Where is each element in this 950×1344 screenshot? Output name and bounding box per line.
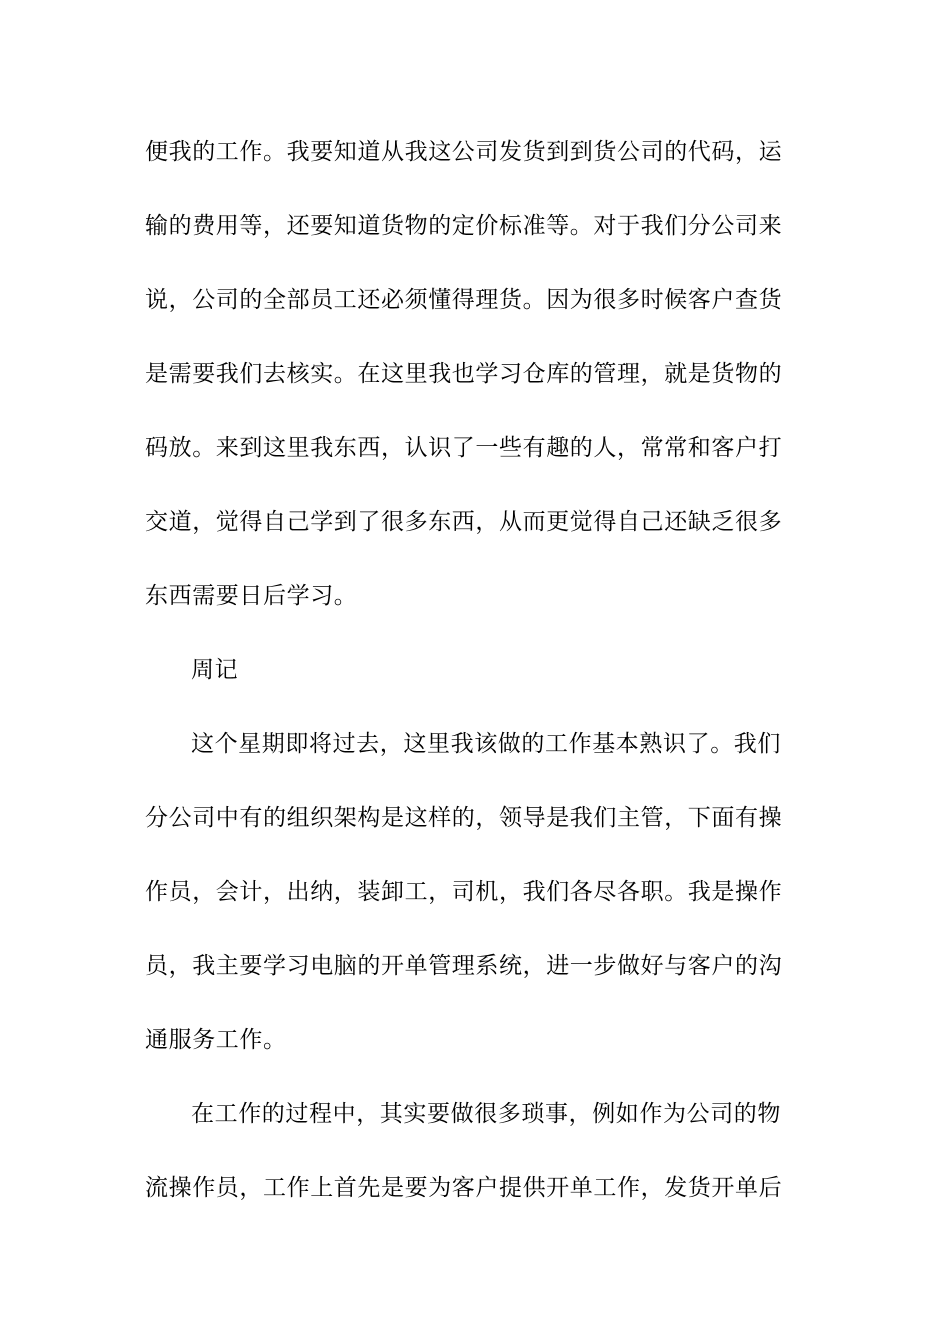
text-line: 东西需要日后学习。: [145, 583, 358, 609]
text-line: 说，公司的全部员工还必须懂得理货。因为很多时候客户查货: [145, 287, 783, 313]
section-heading: 周记: [191, 657, 239, 683]
text-line: 员，我主要学习电脑的开单管理系统，进一步做好与客户的沟: [145, 953, 783, 979]
text-line: 这个星期即将过去，这里我该做的工作基本熟识了。我们: [191, 731, 781, 757]
text-line: 作员，会计，出纳，装卸工，司机，我们各尽各职。我是操作: [145, 879, 783, 905]
text-line: 在工作的过程中，其实要做很多琐事，例如作为公司的物: [191, 1101, 781, 1127]
text-line: 交道，觉得自己学到了很多东西，从而更觉得自己还缺乏很多: [145, 509, 783, 535]
text-line: 流操作员，工作上首先是要为客户提供开单工作，发货开单后: [145, 1175, 783, 1201]
body-text: [145, 128, 805, 1238]
text-line: 通服务工作。: [145, 1027, 287, 1053]
text-line: 分公司中有的组织架构是这样的，领导是我们主管，下面有操: [145, 805, 783, 831]
text-line: 码放。来到这里我东西，认识了一些有趣的人，常常和客户打: [145, 435, 783, 461]
text-line: 便我的工作。我要知道从我这公司发货到到货公司的代码，运: [145, 139, 783, 165]
text-line: 输的费用等，还要知道货物的定价标准等。对于我们分公司来: [145, 213, 783, 239]
text-line: 是需要我们去核实。在这里我也学习仓库的管理，就是货物的: [145, 361, 783, 387]
